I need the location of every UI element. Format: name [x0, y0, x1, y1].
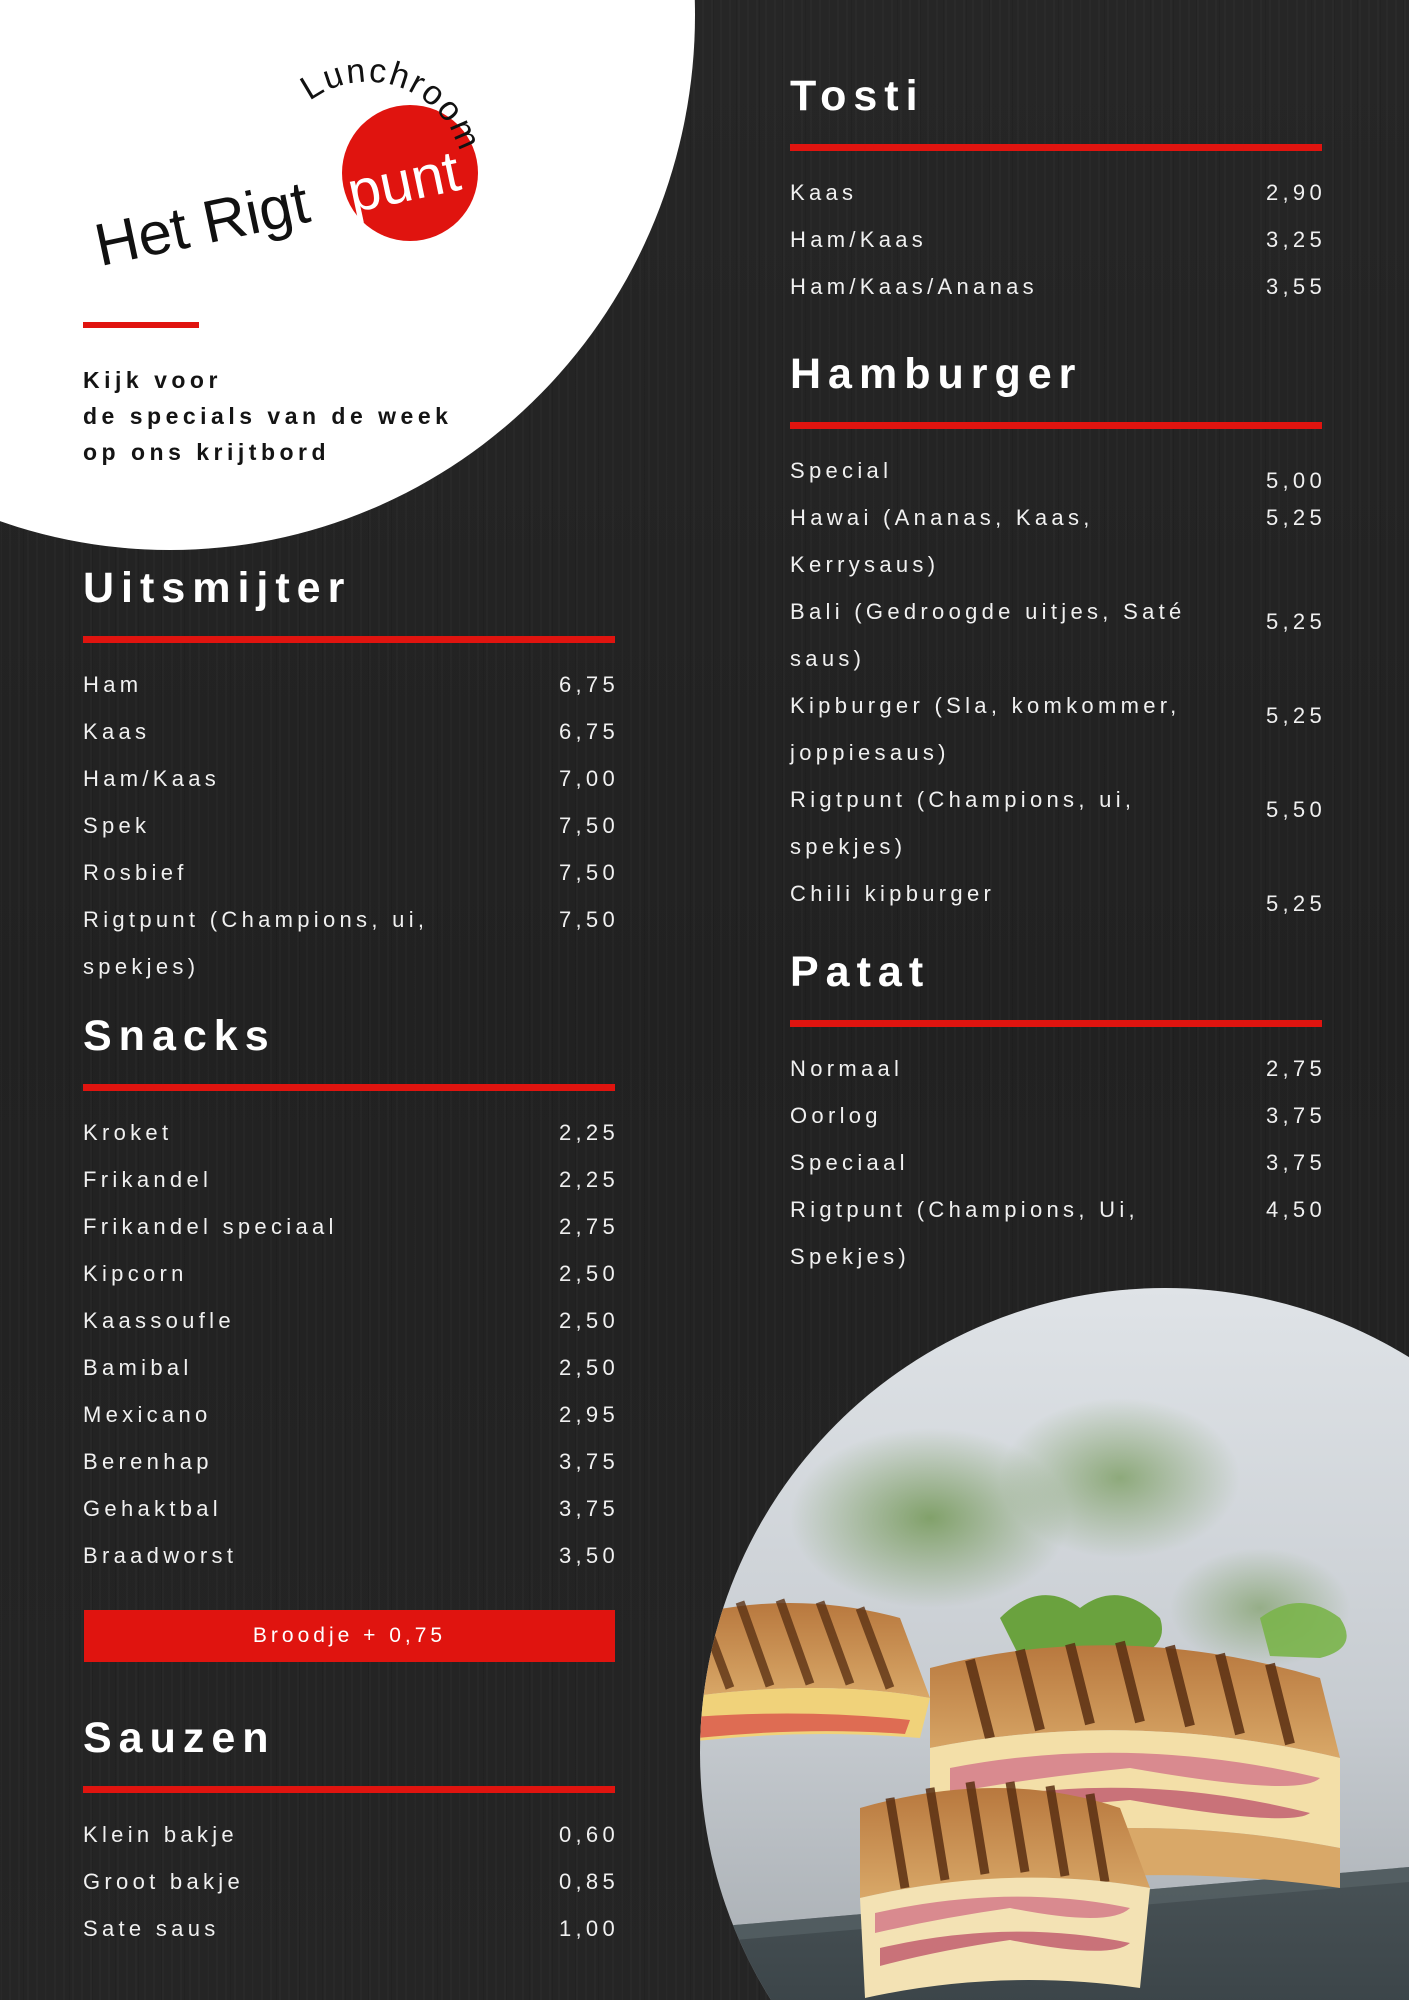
item-name: Mexicano [83, 1402, 212, 1427]
item-name: Kaas [83, 719, 151, 744]
menu-item [83, 755, 619, 802]
item-name: Rigtpunt (Champions, ui, spekjes) [83, 907, 429, 979]
tosti-photo [700, 1288, 1409, 2000]
item-name: Gehaktbal [83, 1496, 222, 1521]
item-price: 5,25 [1265, 505, 1326, 530]
bread-supplement-banner: Broodje + 0,75 [84, 1610, 615, 1662]
tagline-line: de specials van de week [83, 403, 453, 429]
section-title: Tosti [790, 72, 925, 120]
item-price: 5,25 [1265, 609, 1326, 634]
section-tosti [790, 70, 1326, 310]
section-title: Sauzen [83, 1714, 276, 1762]
item-name: Ham/Kaas [790, 227, 928, 252]
item-price: 3,25 [1265, 227, 1326, 252]
item-name: Rigtpunt (Champions, Ui, Spekjes) [790, 1197, 1139, 1269]
item-name: Braadworst [83, 1543, 238, 1568]
item-price: 2,25 [558, 1167, 619, 1192]
item-price: 2,50 [558, 1308, 619, 1333]
item-name: Normaal [790, 1056, 904, 1081]
item-price: 2,95 [558, 1402, 619, 1427]
section-rule [83, 1786, 615, 1793]
menu-item [83, 1905, 619, 1952]
section-title: Patat [790, 948, 931, 996]
item-price: 4,50 [1265, 1197, 1326, 1222]
tosti-illustration [700, 1288, 1409, 2000]
item-price: 5,25 [1265, 891, 1326, 916]
item-price: 0,85 [558, 1869, 619, 1894]
menu-item [83, 1438, 619, 1485]
item-price: 3,75 [558, 1496, 619, 1521]
section-rule [790, 144, 1322, 151]
menu-item [83, 708, 619, 755]
item-name: Special [790, 458, 893, 483]
section-uitsmijter [83, 562, 619, 990]
item-name: Ham [83, 672, 143, 697]
item-name: Kaas [790, 180, 858, 205]
menu-item [790, 1092, 1326, 1139]
section-rule [790, 1020, 1322, 1027]
menu-item [790, 588, 1326, 682]
item-price: 2,50 [558, 1261, 619, 1286]
item-name: Kipcorn [83, 1261, 188, 1286]
menu-item [83, 1485, 619, 1532]
item-name: Berenhap [83, 1449, 213, 1474]
section-title: Uitsmijter [83, 564, 352, 612]
restaurant-logo [70, 55, 570, 315]
item-name: Klein bakje [83, 1822, 238, 1847]
menu-item [83, 1391, 619, 1438]
menu-item [790, 776, 1326, 870]
menu-item [83, 1156, 619, 1203]
item-name: Rosbief [83, 860, 188, 885]
item-name: Speciaal [790, 1150, 909, 1175]
item-name: Chili kipburger [790, 881, 996, 906]
item-price: 0,60 [558, 1822, 619, 1847]
menu-item [83, 1532, 619, 1579]
item-name: Bali (Gedroogde uitjes, Saté saus) [790, 599, 1186, 671]
item-price: 6,75 [558, 719, 619, 744]
item-name: Frikandel [83, 1167, 213, 1192]
specials-tagline [83, 362, 452, 470]
section-rule [83, 636, 615, 643]
item-name: Rigtpunt (Champions, ui, spekjes) [790, 787, 1136, 859]
menu-item [83, 802, 619, 849]
item-price: 7,00 [558, 766, 619, 791]
item-price: 7,50 [558, 907, 619, 932]
menu-item [790, 1139, 1326, 1186]
section-snacks [83, 1010, 619, 1579]
menu-item [83, 1858, 619, 1905]
item-price: 6,75 [558, 672, 619, 697]
item-price: 3,75 [1265, 1103, 1326, 1128]
item-price: 3,75 [1265, 1150, 1326, 1175]
item-name: Groot bakje [83, 1869, 245, 1894]
menu-item [790, 447, 1326, 494]
item-price: 2,75 [558, 1214, 619, 1239]
menu-item [790, 263, 1326, 310]
item-price: 3,75 [558, 1449, 619, 1474]
logo-name-red: punt [341, 138, 466, 226]
item-price: 3,50 [558, 1543, 619, 1568]
menu-item [83, 1344, 619, 1391]
section-rule [790, 422, 1322, 429]
item-price: 5,50 [1265, 797, 1326, 822]
menu-item [790, 169, 1326, 216]
menu-item [83, 1297, 619, 1344]
menu-item [83, 661, 619, 708]
menu-item [83, 849, 619, 896]
item-price: 2,50 [558, 1355, 619, 1380]
section-title: Snacks [83, 1012, 276, 1060]
item-name: Spek [83, 813, 151, 838]
tagline-line: op ons krijtbord [83, 439, 331, 465]
menu-item [83, 1109, 619, 1156]
item-price: 5,25 [1265, 703, 1326, 728]
item-name: Kroket [83, 1120, 173, 1145]
item-name: Kaassoufle [83, 1308, 235, 1333]
item-name: Frikandel speciaal [83, 1214, 338, 1239]
item-price: 7,50 [558, 813, 619, 838]
menu-item [83, 896, 619, 990]
item-name: Sate saus [83, 1916, 220, 1941]
logo-arc-text: Lunchroom [293, 55, 489, 157]
section-patat [790, 946, 1326, 1280]
item-price: 2,75 [1265, 1056, 1326, 1081]
logo-underline [83, 322, 199, 328]
item-name: Bamibal [83, 1355, 193, 1380]
item-price: 1,00 [558, 1916, 619, 1941]
menu-item [790, 216, 1326, 263]
item-price: 3,55 [1265, 274, 1326, 299]
item-price: 7,50 [558, 860, 619, 885]
menu-item [790, 1186, 1326, 1280]
menu-item [790, 870, 1326, 917]
logo-name-dark: Het Rigt [88, 168, 315, 279]
menu-item [790, 1045, 1326, 1092]
item-name: Hawai (Ananas, Kaas, Kerrysaus) [790, 505, 1094, 577]
tagline-line: Kijk voor [83, 367, 222, 393]
section-hamburger [790, 348, 1326, 917]
item-price: 2,25 [558, 1120, 619, 1145]
menu-item [83, 1811, 619, 1858]
item-name: Ham/Kaas/Ananas [790, 274, 1038, 299]
menu-item [790, 682, 1326, 776]
item-price: 2,90 [1265, 180, 1326, 205]
section-rule [83, 1084, 615, 1091]
section-sauzen [83, 1712, 619, 1952]
item-name: Oorlog [790, 1103, 882, 1128]
item-name: Kipburger (Sla, komkommer, joppiesaus) [790, 693, 1181, 765]
item-price: 5,00 [1265, 468, 1326, 493]
section-title: Hamburger [790, 350, 1083, 398]
menu-item [790, 494, 1326, 588]
item-name: Ham/Kaas [83, 766, 221, 791]
menu-item [83, 1203, 619, 1250]
menu-item [83, 1250, 619, 1297]
